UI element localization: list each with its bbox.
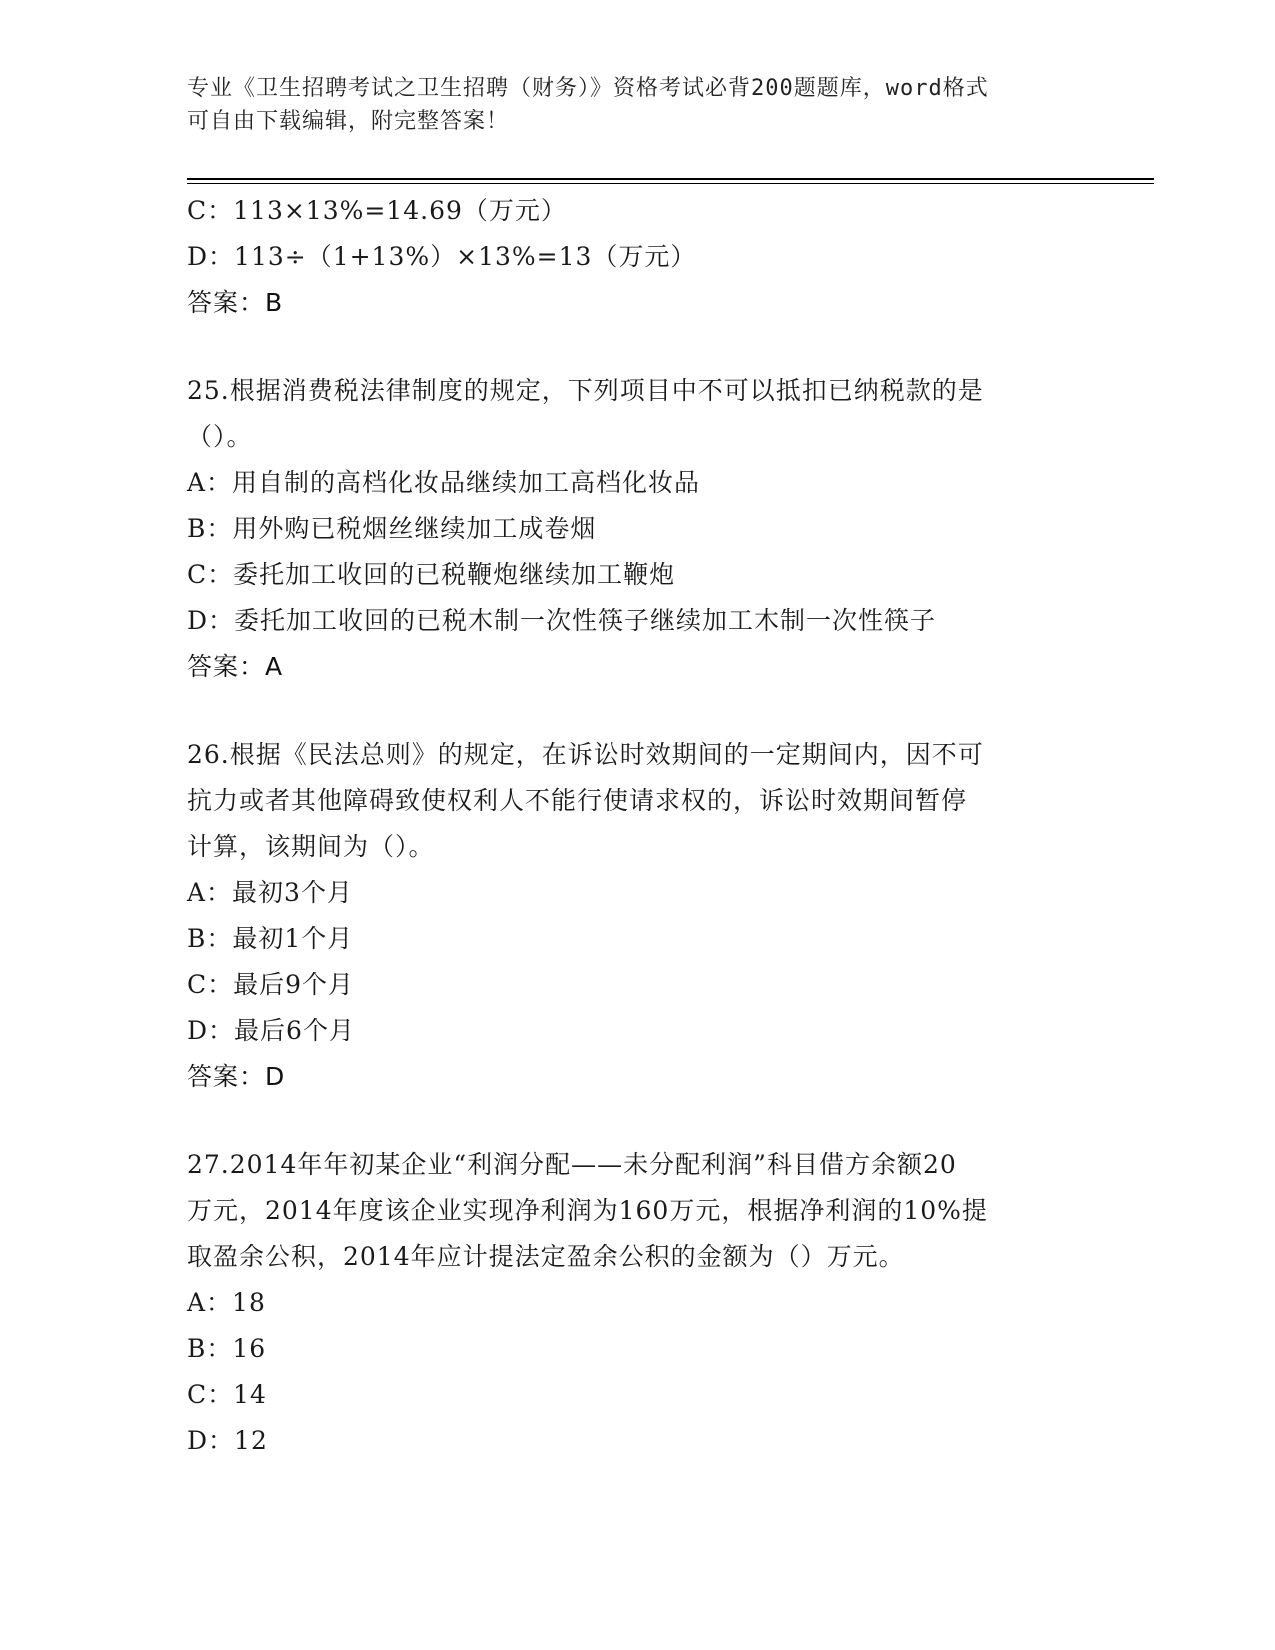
option-b: B：16 bbox=[187, 1334, 267, 1363]
question-stem-line: （）。 bbox=[187, 422, 253, 451]
option-a: A：18 bbox=[187, 1288, 266, 1317]
question-gap bbox=[187, 326, 1087, 368]
answer-line: 答案：D bbox=[187, 1062, 286, 1091]
document-body bbox=[187, 188, 1087, 1464]
header-line-2: 可自由下载编辑，附完整答案！ bbox=[187, 109, 510, 134]
option-d: D：最后6个月 bbox=[187, 1016, 355, 1045]
option-d: D：113÷（1+13%）×13%=13（万元） bbox=[187, 242, 697, 271]
question-25 bbox=[187, 368, 1087, 690]
question-stem-line: 计算，该期间为（）。 bbox=[187, 832, 435, 861]
question-gap bbox=[187, 690, 1087, 732]
answer-line: 答案：A bbox=[187, 652, 284, 681]
option-b: B：最初1个月 bbox=[187, 924, 354, 953]
option-a: A：最初3个月 bbox=[187, 878, 353, 907]
question-stem-line: 26.根据《民法总则》的规定，在诉讼时效期间的一定期间内，因不可 bbox=[187, 740, 984, 769]
document-header bbox=[187, 72, 1087, 138]
header-line-1: 专业《卫生招聘考试之卫生招聘（财务）》资格考试必背200题题库，word格式 bbox=[187, 76, 989, 101]
option-d: D：委托加工收回的已税木制一次性筷子继续加工木制一次性筷子 bbox=[187, 606, 937, 635]
question-26 bbox=[187, 732, 1087, 1100]
question-stem-line: 27.2014年年初某企业“利润分配——未分配利润”科目借方余额20 bbox=[187, 1150, 957, 1179]
question-gap bbox=[187, 1100, 1087, 1142]
option-a: A：用自制的高档化妆品继续加工高档化妆品 bbox=[187, 468, 701, 497]
option-c: C：113×13%=14.69（万元） bbox=[187, 196, 567, 225]
option-c: C：委托加工收回的已税鞭炮继续加工鞭炮 bbox=[187, 560, 676, 589]
question-stem-line: 取盈余公积，2014年应计提法定盈余公积的金额为（）万元。 bbox=[187, 1242, 905, 1271]
header-divider-thin bbox=[187, 183, 1154, 184]
question-stem-line: 25.根据消费税法律制度的规定，下列项目中不可以抵扣已纳税款的是 bbox=[187, 376, 984, 405]
option-b: B：用外购已税烟丝继续加工成卷烟 bbox=[187, 514, 597, 543]
option-d: D：12 bbox=[187, 1426, 268, 1455]
option-c: C：最后9个月 bbox=[187, 970, 355, 999]
question-stem-line: 抗力或者其他障碍致使权利人不能行使请求权的，诉讼时效期间暂停 bbox=[187, 786, 968, 815]
question-stem-line: 万元，2014年度该企业实现净利润为160万元，根据净利润的10%提 bbox=[187, 1196, 988, 1225]
previous-question-tail bbox=[187, 188, 1087, 326]
option-c: C：14 bbox=[187, 1380, 267, 1409]
header-divider-thick bbox=[187, 178, 1154, 180]
answer-line: 答案：B bbox=[187, 288, 284, 317]
question-27 bbox=[187, 1142, 1087, 1464]
